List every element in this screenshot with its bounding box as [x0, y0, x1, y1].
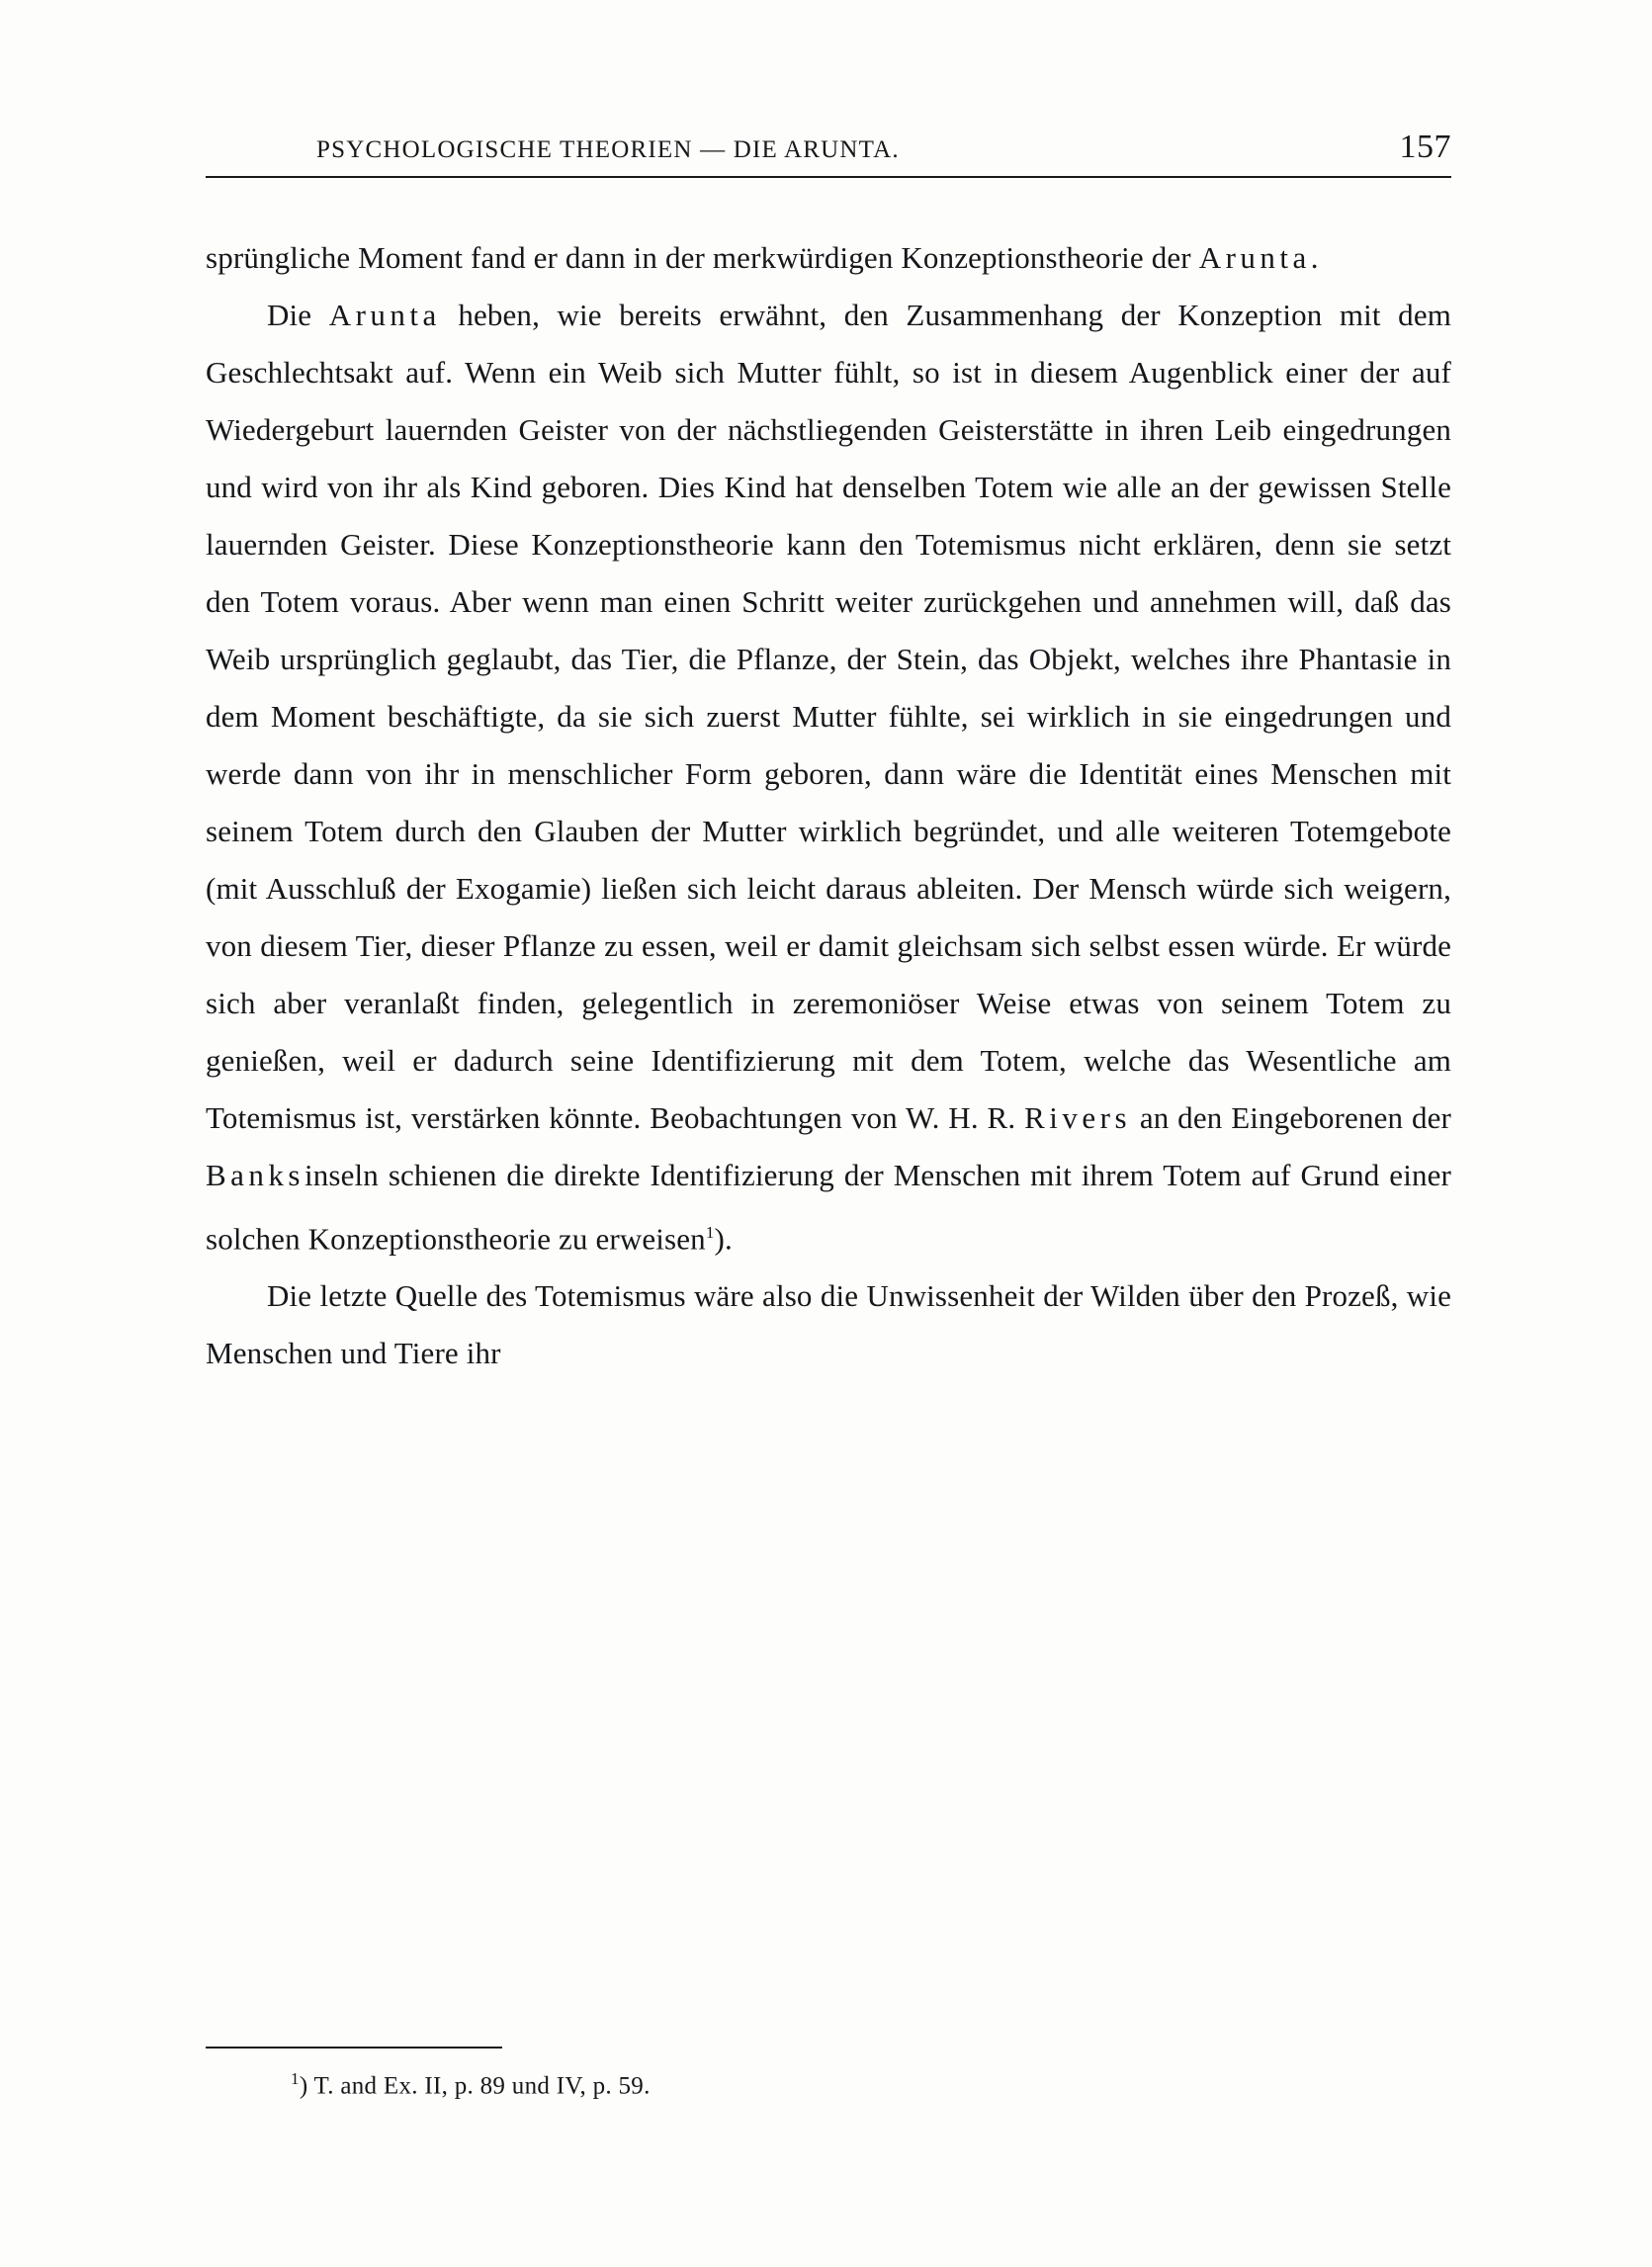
footnote-reference-marker: 1: [705, 1223, 715, 1242]
paragraph-2-mid-2: an den Eingeborenen der: [1131, 1100, 1451, 1135]
proper-name-arunta: Arunta: [1198, 240, 1311, 275]
paragraph-1-end: .: [1310, 240, 1319, 275]
paragraph-3: Die letzte Quelle des Totemismus wäre also die Unwissenheit der Wilden über den Prozeß, wie Menschen und Tiere ihr: [206, 1278, 1451, 1371]
footnote-divider: [206, 2047, 502, 2049]
page-header: [206, 129, 1451, 176]
page-number: 157: [1399, 129, 1451, 165]
running-title: PSYCHOLOGISCHE THEORIEN — DIE ARUNTA.: [316, 136, 900, 163]
header-divider: [206, 176, 1451, 178]
paragraph-2-start: Die: [267, 298, 329, 332]
footnote-area: [206, 2047, 1451, 2103]
paragraph-2-end: inseln schienen die direkte Identifizierung der Menschen mit ihrem Totem auf Grund einer solchen Konzeptionstheorie zu erweisen: [206, 1158, 1451, 1257]
body-text: [206, 229, 1451, 1382]
page-content: [206, 129, 1451, 1382]
footnote-entry: [206, 2062, 1451, 2103]
paragraph-2: [206, 287, 1451, 1267]
proper-name-arunta-2: Arunta: [328, 298, 441, 332]
paragraph-continuation: [206, 229, 1451, 287]
proper-name-rivers: Rivers: [1024, 1100, 1132, 1135]
paragraph-1-text: sprüngliche Moment fand er dann in der merkwürdigen Konzeptionstheorie der: [206, 240, 1199, 275]
paragraph-2-mid: heben, wie bereits erwähnt, den Zusammenhang der Konzeption mit dem Geschlechtsakt auf. Wenn ein Weib sich Mutter fühlt, so ist in diesem Augenblick einer der auf Wiedergeburt lauernden Geister von der nächstliegenden Geisterstätte in ihren Leib eingedrungen und wird von ihr als Kind geboren. Dies Kind hat denselben Totem wie alle an der gewissen Stelle lauernden Geister. Diese Konzeptionstheorie kann den Totemismus nicht erklären, denn sie setzt den Totem voraus. Aber wenn man einen Schritt weiter zurückgehen und annehmen will, daß das Weib ursprünglich geglaubt, das Tier, die Pflanze, der Stein, das Objekt, welches ihre Phantasie in dem Moment beschäftigte, da sie sich zuerst Mutter fühlte, sei wirklich in sie eingedrungen und werde dann von ihr in menschlicher Form geboren, dann wäre die Identität eines Menschen mit seinem Totem durch den Glauben der Mutter wirklich begründet, und alle weiteren Totemgebote (mit Ausschluß der Exogamie) ließen sich leicht daraus ableiten. Der Mensch würde sich weigern, von diesem Tier, dieser Pflanze zu essen, weil er damit gleichsam sich selbst essen würde. Er würde sich aber veranlaßt finden, gelegentlich in zeremoniöser Weise etwas von seinem Totem zu genießen, weil er dadurch seine Identifizierung mit dem Totem, welche das Wesentliche am Totemismus ist, verstärken könnte. Beobachtungen von W. H. R.: [206, 298, 1452, 1135]
footnote-content: ) T. and Ex. II, p. 89 und IV, p. 59.: [299, 2072, 651, 2100]
proper-name-banks: Banks: [206, 1158, 304, 1192]
footnote-marker: 1: [291, 2069, 300, 2088]
paragraph-2-after-marker: ).: [714, 1221, 733, 1257]
